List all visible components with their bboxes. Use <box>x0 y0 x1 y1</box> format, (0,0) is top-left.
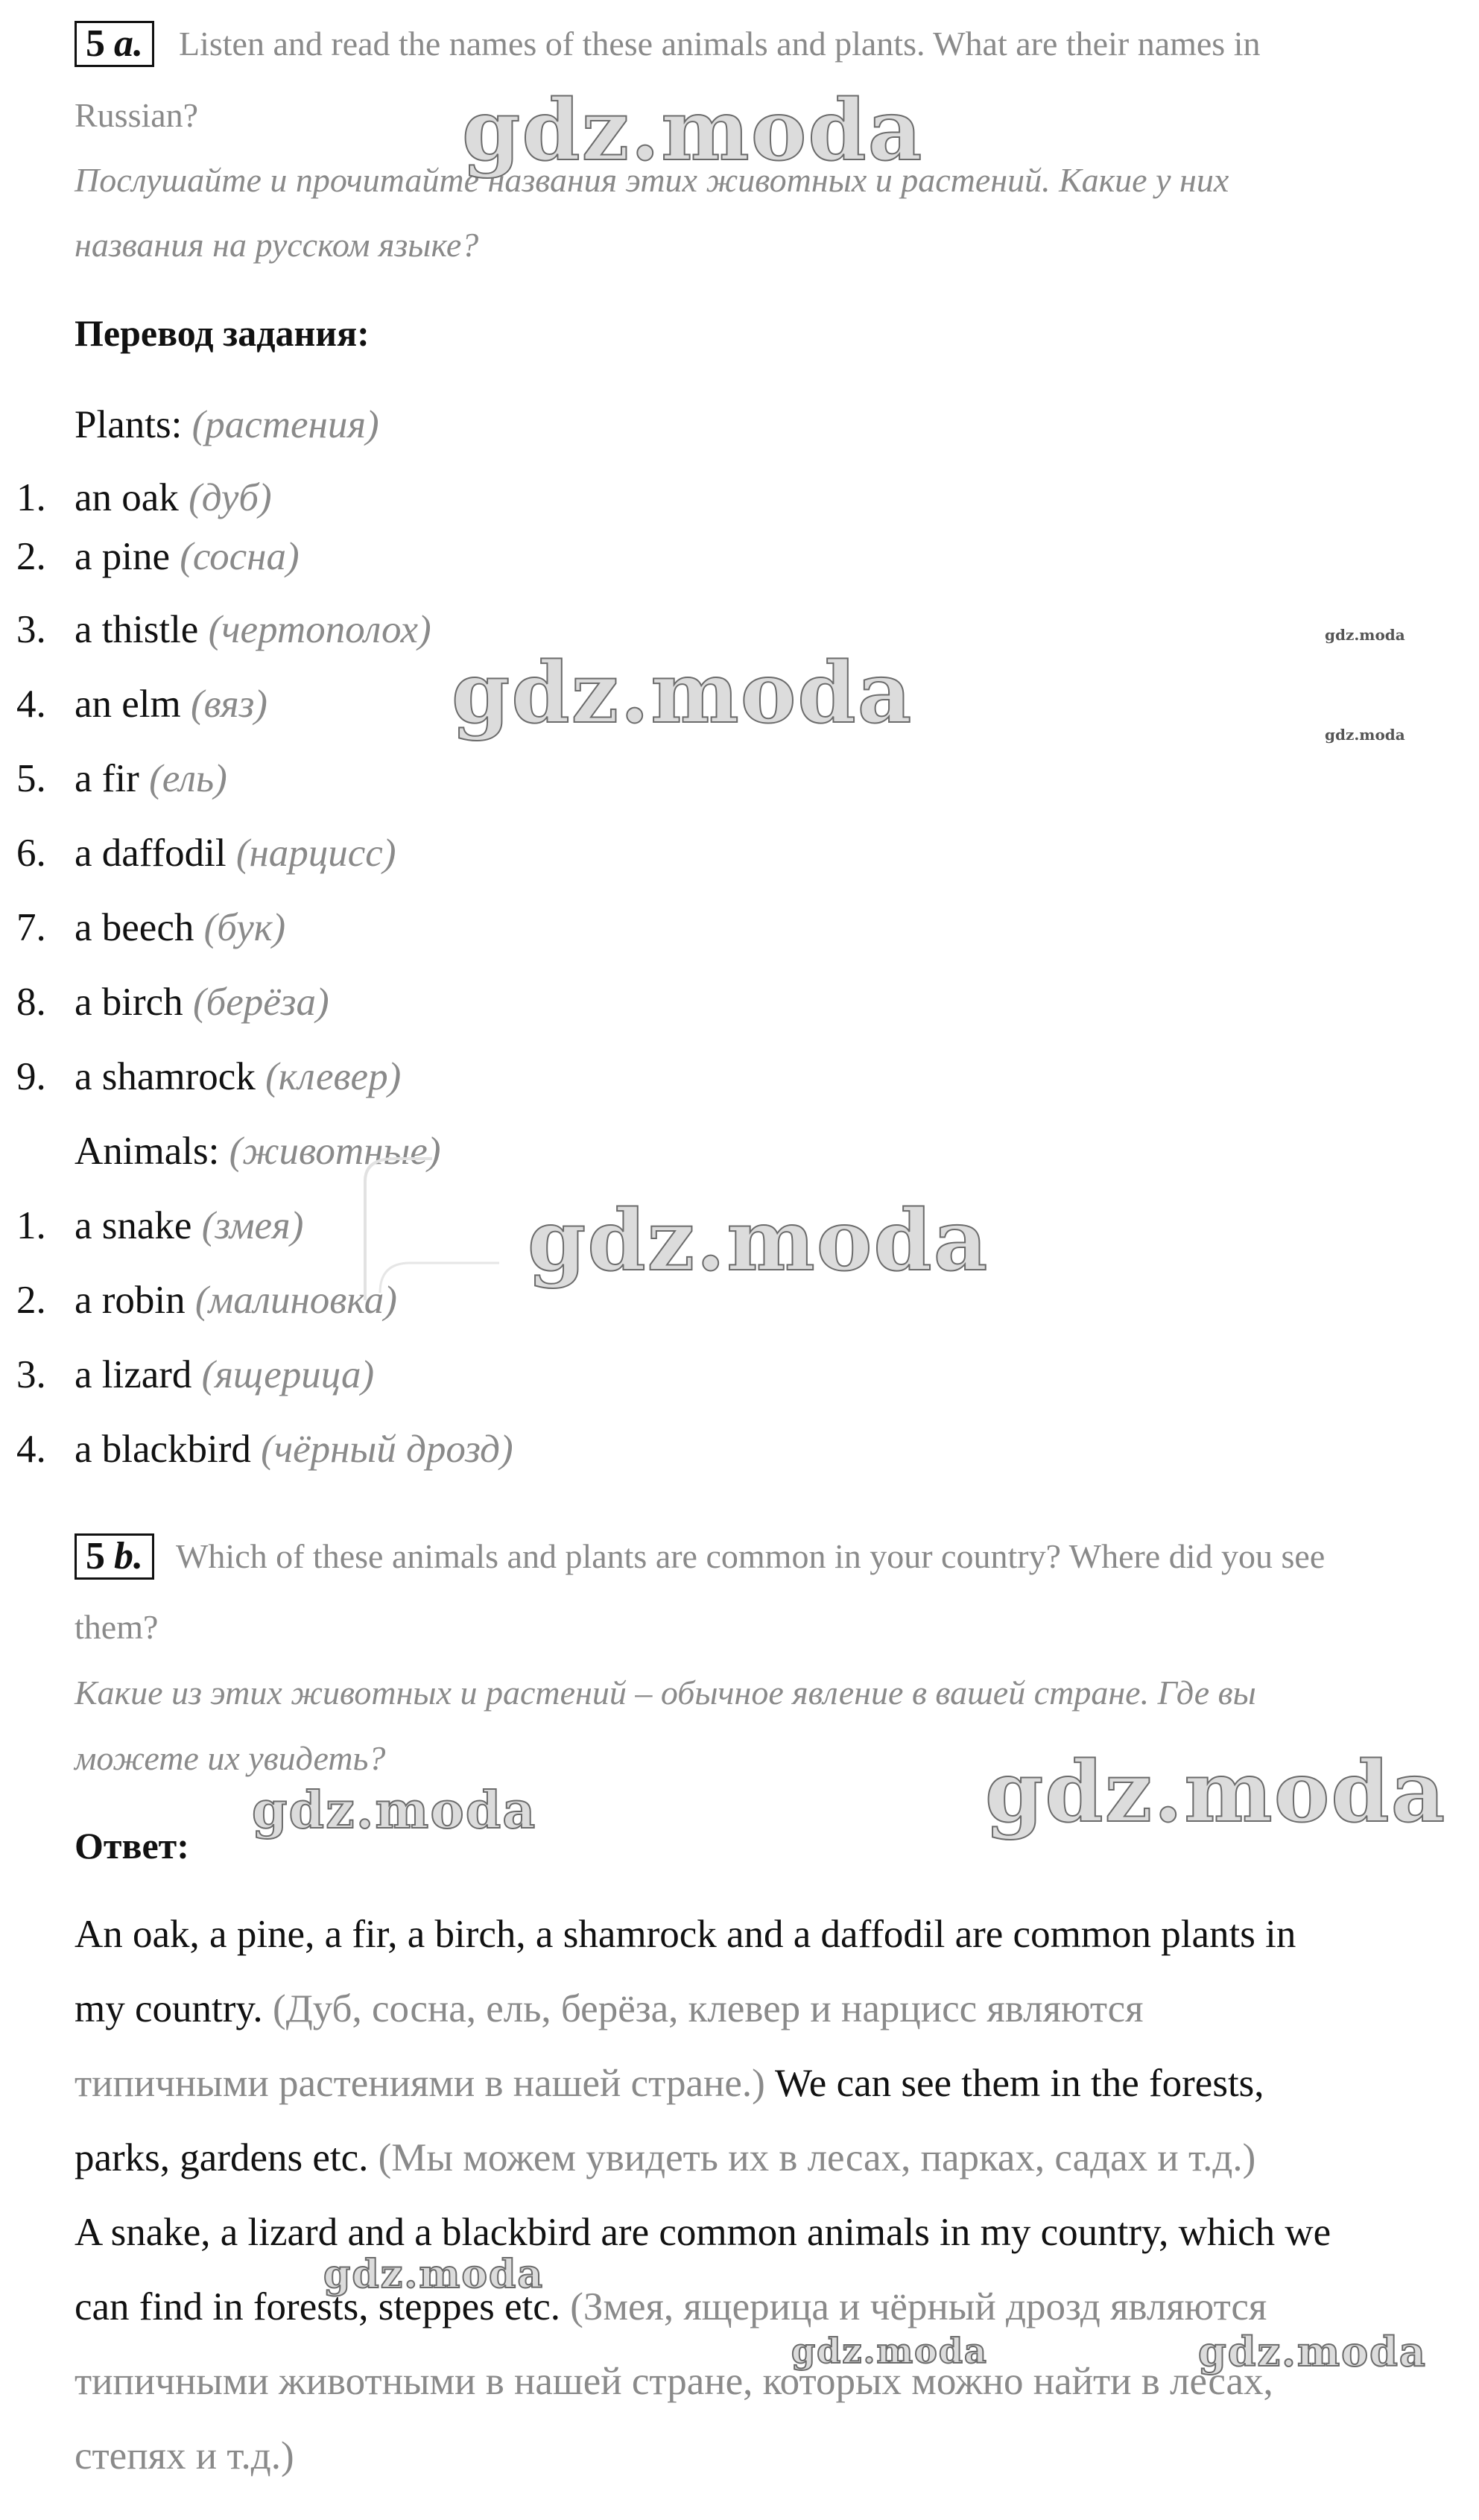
answer-line-6: can find in forests, steppes etc. (Змея, ящерица и чёрный дрозд являются <box>75 2285 1267 2329</box>
task-5b-letter: b. <box>114 1535 143 1577</box>
answer-line-8: степях и т.д.) <box>75 2434 294 2478</box>
watermark: gdz.moda <box>462 82 924 180</box>
answer-line-3: типичными растениями в нашей стране.) We can see them in the forests, <box>75 2062 1264 2105</box>
watermark: gdz.moda <box>323 2252 545 2297</box>
task-5a-instruction-ru-line1: Послушайте и прочитайте названия этих животных и растений. Какие у них <box>75 161 1229 199</box>
task-5b-instruction-en-line2: them? <box>75 1608 159 1646</box>
translation-heading: Перевод задания: <box>75 312 370 354</box>
watermark: gdz.moda <box>528 1192 989 1290</box>
answer-heading: Ответ: <box>75 1825 189 1867</box>
task-5a-instruction-en-line1: Listen and read the names of these animals and plants. What are their names in <box>179 25 1261 63</box>
task-5b-number: 5 <box>86 1535 105 1577</box>
answer-line-5: A snake, a lizard and a blackbird are common animals in my country, which we <box>75 2211 1331 2254</box>
animals-label: Animals: (животные) <box>75 1130 441 1173</box>
task-5a-letter: a. <box>114 22 143 65</box>
task-5b-label <box>75 1533 154 1580</box>
watermark: gdz.moda <box>452 645 913 742</box>
task-5a-number: 5 <box>86 22 105 65</box>
answer-line-7: типичными животными в нашей стране, которых можно найти в лесах, <box>75 2360 1273 2403</box>
answer-line-2: my country. (Дуб, сосна, ель, берёза, клевер и нарцисс являются <box>75 1987 1144 2030</box>
task-5a-instruction-en-line2: Russian? <box>75 96 199 134</box>
watermark: gdz.moda <box>985 1744 1447 1841</box>
task-5a-instruction-ru-line2: названия на русском языке? <box>75 226 479 264</box>
watermark: gdz.moda <box>252 1781 537 1840</box>
watermark: gdz.moda <box>1325 726 1405 744</box>
watermark: gdz.moda <box>791 2331 988 2371</box>
plants-label: Plants: (растения) <box>75 403 379 446</box>
answer-line-4: parks, gardens etc. (Мы можем увидеть их в лесах, парках, садах и т.д.) <box>75 2136 1256 2179</box>
task-5a-label <box>75 21 154 67</box>
faint-bracket-decoration <box>350 1151 522 1308</box>
watermark: gdz.moda <box>1198 2328 1427 2375</box>
task-5b-instruction-ru-line1: Какие из этих животных и растений – обычное явление в вашей стране. Где вы <box>75 1674 1256 1712</box>
task-5b-instruction-ru-line2: можете их увидеть? <box>75 1739 386 1777</box>
watermark: gdz.moda <box>1325 626 1405 644</box>
answer-line-1: An oak, a pine, a fir, a birch, a shamrock and a daffodil are common plants in <box>75 1913 1296 1956</box>
task-5b-instruction-en-line1: Which of these animals and plants are common in your country? Where did you see <box>176 1537 1326 1575</box>
